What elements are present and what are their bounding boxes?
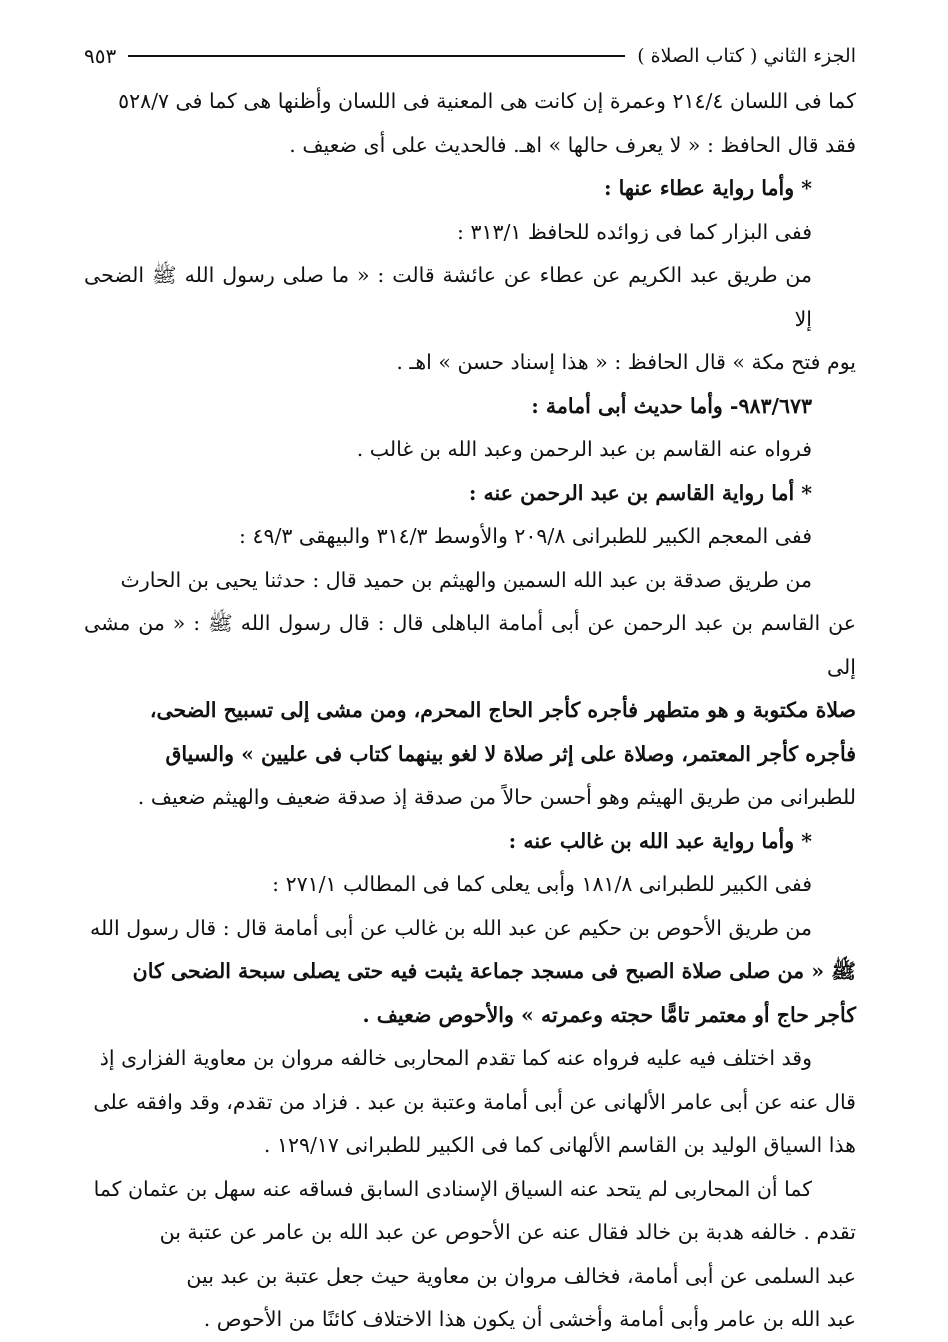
text-line: للطبرانى من طريق الهيثم وهو أحسن حالاً من صدقة إذ صدقة ضعيف والهيثم ضعيف . bbox=[137, 785, 856, 809]
text-line: صلاة مكتوبة و هو متطهر فأجره كأجر الحاج المحرم، ومن مشى إلى تسبيح الضحى، bbox=[149, 698, 856, 722]
text-line: هذا السياق الوليد بن القاسم الألهانى كما فى الكبير للطبرانى ١٢٩/١٧ . bbox=[263, 1133, 856, 1157]
page-number: ٩٥٣ bbox=[84, 44, 117, 68]
section-heading-line: * وأما رواية عطاء عنها : bbox=[603, 176, 812, 200]
text-line: يوم فتح مكة » قال الحافظ : « هذا إسناد حسن » اهـ . bbox=[396, 350, 856, 374]
page-header bbox=[84, 38, 856, 74]
text-line: وقد اختلف فيه عليه فرواه عنه كما تقدم المحاربى خالفه مروان بن معاوية الفزارى إذ bbox=[99, 1046, 812, 1070]
section-heading-line: * وأما رواية عبد الله بن غالب عنه : bbox=[508, 828, 812, 853]
running-title: الجزء الثاني ( كتاب الصلاة ) bbox=[637, 45, 856, 67]
section-heading-line: * أما رواية القاسم بن عبد الرحمن عنه : bbox=[468, 480, 812, 505]
text-line: من طريق الأحوص بن حكيم عن عبد الله بن غالب عن أبى أمامة قال : قال رسول الله bbox=[89, 915, 812, 940]
text-line: عبد الله بن عامر وأبى أمامة وأخشى أن يكون هذا الاختلاف كائنًا من الأحوص . bbox=[203, 1307, 856, 1331]
text-line: ففى المعجم الكبير للطبرانى ٢٠٩/٨ والأوسط ٣١٤/٣ والبيهقى ٤٩/٣ : bbox=[239, 524, 812, 548]
text-line: كما فى اللسان ٢١٤/٤ وعمرة إن كانت هى المعنية فى اللسان وأظنها هى كما فى ٥٢٨/٧ bbox=[118, 89, 856, 113]
text-line: عن القاسم بن عبد الرحمن عن أبى أمامة الباهلى قال : قال رسول الله ﷺ : « من مشى إلى bbox=[84, 611, 856, 679]
text-line: كما أن المحاربى لم يتحد عنه السياق الإسنادى السابق فساقه عنه سهل بن عثمان كما bbox=[93, 1176, 812, 1201]
page-body bbox=[84, 80, 856, 1342]
text-line: من طريق صدقة بن عبد الله السمين والهيثم بن حميد قال : حدثنا يحيى بن الحارث bbox=[120, 567, 812, 592]
text-line: فرواه عنه القاسم بن عبد الرحمن وعبد الله بن غالب . bbox=[356, 437, 812, 461]
text-line: ففى الكبير للطبرانى ١٨١/٨ وأبى يعلى كما فى المطالب ٢٧١/١ : bbox=[272, 872, 812, 896]
text-line: ففى البزار كما فى زوائده للحافظ ٣١٣/١ : bbox=[457, 219, 812, 244]
text-line: من طريق عبد الكريم عن عطاء عن عائشة قالت : « ما صلى رسول الله ﷺ الضحى إلا bbox=[84, 263, 812, 331]
header-rule bbox=[128, 55, 625, 57]
text-line: فقد قال الحافظ : « لا يعرف حالها » اهـ. فالحديث على أى ضعيف . bbox=[289, 132, 856, 157]
text-line: قال عنه عن أبى عامر الألهانى عن أبى أمامة وعتبة بن عبد . فزاد من تقدم، وقد وافقه على bbox=[93, 1089, 856, 1114]
text-line: تقدم . خالفه هدبة بن خالد فقال عنه عن الأحوص عن عبد الله بن عامر عن عتبة بن bbox=[159, 1220, 856, 1244]
text-line: كأجر حاج أو معتمر تامًّا حجته وعمرته » والأحوص ضعيف . bbox=[362, 1002, 856, 1027]
text-line: عبد السلمى عن أبى أمامة، فخالف مروان بن معاوية حيث جعل عتبة بن عبد بين bbox=[186, 1263, 856, 1288]
text-line: فأجره كأجر المعتمر، وصلاة على إثر صلاة لا لغو بينهما كتاب فى عليين » والسياق bbox=[165, 741, 856, 766]
section-heading-line: ٩٨٣/٦٧٣- وأما حديث أبى أمامة : bbox=[531, 393, 812, 418]
text-line: ﷺ « من صلى صلاة الصبح فى مسجد جماعة يثبت فيه حتى يصلى سبحة الضحى كان bbox=[132, 959, 856, 983]
